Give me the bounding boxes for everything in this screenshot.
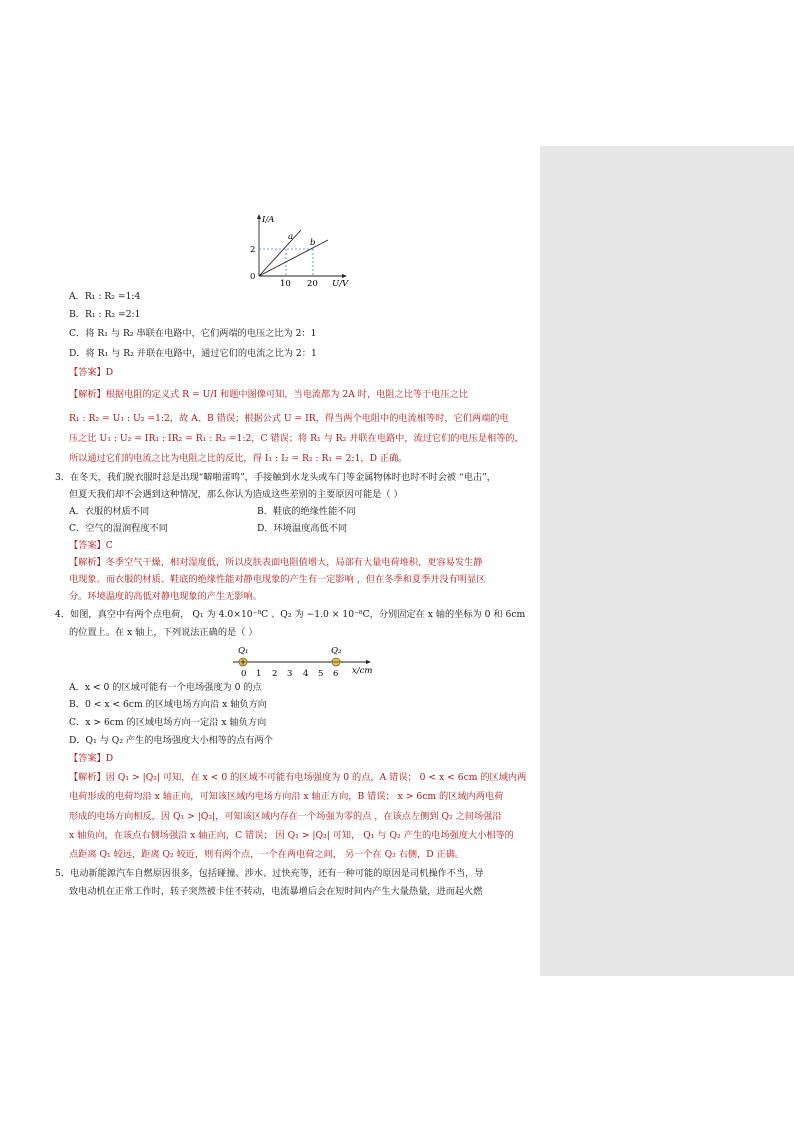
tick-3: 3 — [287, 669, 293, 679]
origin-label: 0 — [250, 272, 256, 282]
q4-stem-2: 的位置上。在 x 轴上，下列说法正确的是（ ） — [69, 627, 258, 638]
q3-option-a: A．衣服的材质不同 — [69, 506, 150, 517]
q2-explanation-2: R₁ : R₂ = U₁ : U₂ =1:2，故 A、B 错误；根据公式 U = IR，得当两个电阻中的电流相等时，它们两端的电 — [69, 413, 509, 424]
tick-0: 0 — [241, 669, 247, 679]
q4-option-d: D．Q₁ 与 Q₂ 产生的电场强度大小相等的点有两个 — [69, 735, 273, 746]
q2-explanation-1: 【解析】根据电阻的定义式 R = U/I 和题中图像可知，当电流都为 2A 时，电阻之比等于电压之比 — [69, 389, 469, 400]
q4-answer: 【答案】D — [69, 753, 114, 764]
q3-explanation-3: 分。环境温度的高低对静电现象的产生无影响。 — [69, 591, 262, 602]
tick-2: 2 — [272, 669, 278, 679]
q2-label: Q₂ — [331, 646, 342, 656]
tick-5: 5 — [318, 669, 324, 679]
y-axis-label: I/A — [262, 215, 275, 225]
charge-axis-figure — [228, 642, 378, 680]
line-a-label: a — [288, 232, 294, 242]
q4-stem-1: 4．如图，真空中有两个点电荷， Q₁ 为 4.0×10⁻⁸C 、Q₂ 为 −1.0 × 10⁻⁸C，分别固定在 x 轴的坐标为 0 和 6cm — [55, 609, 526, 620]
comment-sidebar — [540, 146, 794, 976]
q4-explanation-1: 【解析】因 Q₁ > |Q₂| 可知，在 x < 0 的区域不可能有电场强度为 0 的点，A 错误； 0 < x < 6cm 的区域内两 — [69, 772, 527, 783]
q2-explanation-3: 压之比 U₁ : U₂ = IR₁ : IR₂ = R₁ : R₂ =1:2，C 错误；将 R₁ 与 R₂ 并联在电路中，流过它们的电压是相等的， — [69, 433, 524, 444]
q2-explanation-4: 所以通过它们的电流之比为电阻之比的反比，得 I₁ : I₂ = R₂ : R₁ = 2:1，D 正确。 — [69, 453, 408, 464]
q3-explanation-2: 电现象。而衣服的材质、鞋底的绝缘性能对静电现象的产生有一定影响 ，但在冬季和夏季并没有明显区 — [69, 574, 486, 585]
x-axis-label: U/V — [332, 279, 349, 289]
q2-option-b: B．R₁ : R₂ =2:1 — [69, 309, 141, 320]
q2-option-d: D．将 R₁ 与 R₂ 并联在电路中，通过它们的电流之比为 2：1 — [69, 348, 317, 359]
q4-explanation-3: 形成的电场方向相反，因 Q₁ > |Q₂|，可知该区域内存在一个场强为零的点 ，在该点左侧到 Q₂ 之间场强沿 — [69, 811, 502, 822]
tick-1: 1 — [256, 669, 262, 679]
q2-option-a: A．R₁ : R₂ =1:4 — [69, 291, 141, 302]
q2-answer: 【答案】D — [69, 367, 114, 378]
q4-explanation-4: x 轴负向，在该点右侧场强沿 x 轴正向，C 错误； 因 Q₁ > |Q₂| 可知， Q₁ 与 Q₂ 产生的电场强度大小相等的 — [69, 830, 514, 841]
q4-option-b: B．0 < x < 6cm 的区域电场方向沿 x 轴负方向 — [69, 699, 267, 710]
q3-option-d: D．环境温度高低不同 — [257, 523, 348, 534]
iu-graph — [244, 212, 354, 290]
axis-label: x/cm — [352, 666, 373, 676]
tick-4: 4 — [303, 669, 309, 679]
q1-label: Q₁ — [238, 646, 249, 656]
q4-explanation-2: 电荷形成的电荷均沿 x 轴正向，可知该区域内电场方向沿 x 轴正方向，B 错误； x > 6cm 的区域内两电荷 — [69, 791, 504, 802]
q5-stem-2: 致电动机在正常工作时，转子突然被卡住不转动，电流暴增后会在短时间内产生大量热量，进而起火燃 — [69, 886, 483, 897]
x-tick-10: 10 — [280, 279, 291, 289]
q3-stem-1: 3．在冬天，我们脱衣服时总是出现“噼啪雷鸣”，手接触到水龙头或车门等金属物体时也时不时会被 “电击”， — [55, 472, 496, 483]
line-b — [259, 240, 328, 276]
q5-stem-1: 5．电动新能源汽车自燃原因很多，包括碰撞、涉水、过快充等，还有一种可能的原因是司机操作不当，导 — [55, 868, 484, 879]
q3-option-c: C．空气的湿润程度不同 — [69, 523, 168, 534]
line-b-label: b — [310, 238, 316, 248]
x-tick-20: 20 — [307, 279, 318, 289]
y-tick-label: 2 — [250, 245, 256, 255]
q4-option-a: A．x < 0 的区域可能有一个电场强度为 0 的点 — [69, 682, 262, 693]
tick-6: 6 — [333, 669, 339, 679]
q3-stem-2: 但夏天我们却不会遇到这种情况，那么你认为造成这些差别的主要原因可能是（ ） — [69, 489, 403, 500]
q2-option-c: C．将 R₁ 与 R₂ 串联在电路中，它们两端的电压之比为 2：1 — [69, 328, 317, 339]
q3-explanation-1: 【解析】冬季空气干燥，相对湿度低，所以皮肤表面电阻值增大，局部有大量电荷堆积，更容易发生静 — [69, 557, 483, 568]
q4-option-c: C．x > 6cm 的区域电场方向一定沿 x 轴负方向 — [69, 717, 267, 728]
q3-option-b: B．鞋底的绝缘性能不同 — [257, 506, 356, 517]
line-a — [259, 230, 301, 276]
q4-explanation-5: 点距离 Q₁ 较远，距离 Q₂ 较近，则有两个点，一个在两电荷之间， 另一个在 Q₂ 右侧，D 正确。 — [69, 849, 465, 860]
q3-answer: 【答案】C — [69, 540, 113, 551]
